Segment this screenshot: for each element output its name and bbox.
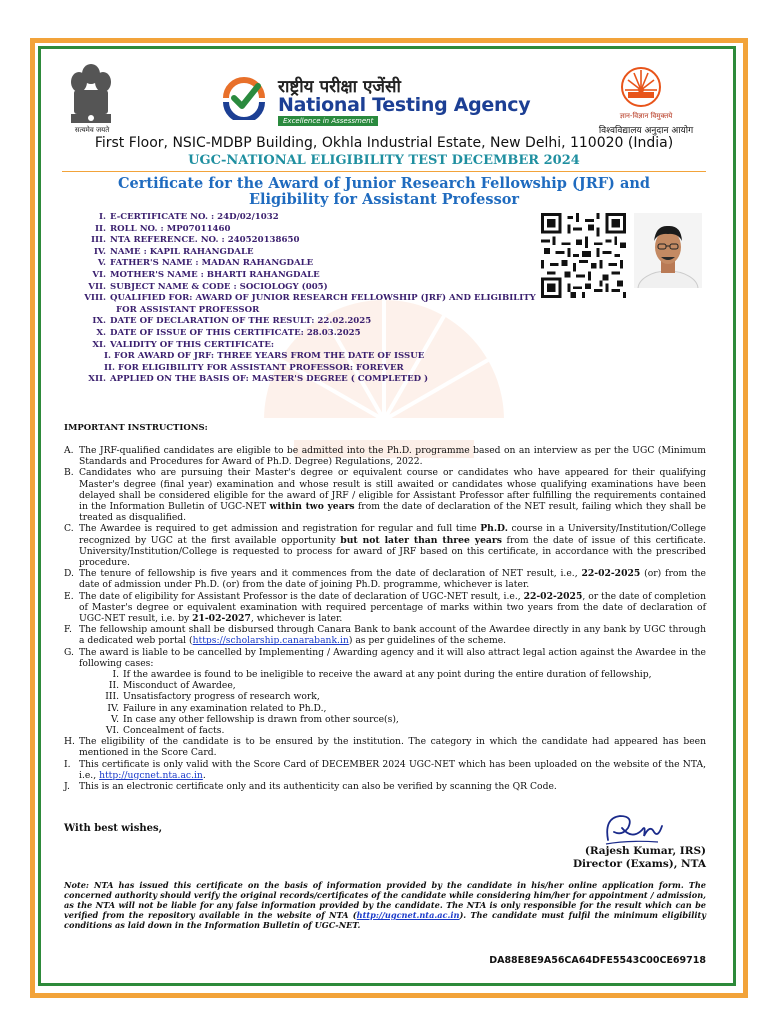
- instruction-subitem: V. In case any other fellowship is drawn from other source(s),: [111, 713, 399, 725]
- instruction-item: B. Candidates who are pursuing their Master's degree or equivalent course or candidates who have appeared for their qualifying Master's degree (final year) examination and whose result is still awaited or candidates whose qualifying examinations have been delayed shall be considered eligible for the award of JRF / eligible for Assistant Professor after fulfilling the requirements contained in the Information Bulletin of UGC-NET within two years from the date of declaration of the NET result, failing which they shall be treated as disqualified.: [64, 467, 706, 524]
- instruction-item: F. The fellowship amount shall be disbursed through Canara Bank to bank account of the Awardee directly in any bank by UGC through a dedicated web portal (https://scholarship.canarabank.in) as per guidelines of the scheme.: [64, 624, 706, 647]
- signer-block: [520, 845, 706, 871]
- nta-english-name: National Testing Agency: [278, 94, 531, 116]
- detail-row: VII. SUBJECT NAME & CODE : SOCIOLOGY (005): [88, 281, 328, 292]
- instruction-label: D.: [64, 568, 74, 580]
- instruction-subitem: IV. Failure in any examination related to Ph.D.,: [107, 702, 327, 714]
- detail-row-sub: II. FOR ELIGIBILITY FOR ASSISTANT PROFESSOR: FOREVER: [104, 362, 404, 373]
- certificate-title: [100, 176, 668, 208]
- detail-row: X. DATE OF ISSUE OF THIS CERTIFICATE: 28.03.2025: [96, 327, 361, 338]
- instruction-item: I. This certificate is only valid with the Score Card of DECEMBER 2024 UGC-NET which has been uploaded on the website of the NTA, i.e., http://ugcnet.nta.ac.in.: [64, 758, 706, 781]
- instruction-label: J.: [64, 781, 70, 793]
- detail-row-sub: I. FOR AWARD OF JRF: THREE YEARS FROM THE DATE OF ISSUE: [104, 351, 425, 362]
- instruction-subitem: III. Unsatisfactory progress of research work,: [105, 691, 320, 703]
- exam-title: UGC-NATIONAL ELIGIBILITY TEST DECEMBER 2024: [188, 153, 580, 168]
- instruction-subitem: VI. Concealment of facts.: [105, 725, 225, 737]
- instruction-label: F.: [64, 624, 72, 636]
- instruction-item: G. The award is liable to be cancelled by Implementing / Awarding agency and it will also attract legal action against the Awardee in the following cases: I. If the awardee is found to be ineligible to receive the award at any point during the entire duration of fellowship, II. Misconduct of Awardee, III. Unsatisfactory progress of research work, IV. Failure in any examination related to Ph.D., V. In case any other fellowship is drawn from other source(s), VI. Concealment of facts.: [64, 646, 706, 737]
- detail-row: IX. DATE OF DECLARATION OF THE RESULT: 22.02.2025: [92, 316, 372, 327]
- national-emblem-icon: [66, 60, 116, 136]
- signer-name: (Rajesh Kumar, IRS): [584, 845, 706, 857]
- nta-tagline: Excellence in Assessment: [278, 116, 378, 126]
- ugc-logo-icon: [620, 66, 662, 108]
- instruction-item: D. The tenure of fellowship is five years and it commences from the date of declaration of NET result, i.e., 22-02-2025 (or) from the date of admission under Ph.D. (or) from the date of joining Ph.D. programme, whichever is later.: [64, 568, 706, 591]
- certificate-title-line2: Eligibility for Assistant Professor: [248, 191, 520, 208]
- title-divider: [62, 171, 706, 172]
- instruction-label: I.: [64, 758, 71, 770]
- nta-address: First Floor, NSIC-MDBP Building, Okhla Industrial Estate, New Delhi, 110020 (India): [94, 135, 674, 151]
- detail-row: XII. APPLIED ON THE BASIS OF: MASTER'S DEGREE ( COMPLETED ): [88, 374, 429, 385]
- best-wishes: With best wishes,: [64, 823, 163, 834]
- signer-title: Director (Exams), NTA: [572, 858, 706, 870]
- certificate-title-line1: Certificate for the Award of Junior Research Fellowship (JRF) and: [117, 175, 651, 192]
- detail-row: II. ROLL NO. : MP07011460: [94, 223, 231, 234]
- instruction-label: H.: [64, 736, 75, 748]
- instruction-subitem: I. If the awardee is found to be ineligible to receive the award at any point during the entire duration of fellowship,: [112, 669, 652, 681]
- nta-logo-icon: [220, 72, 268, 120]
- instruction-item: E. The date of eligibility for Assistant Professor is the date of declaration of UGC-NET result, i.e., 22-02-2025, or the date of completion of Master's degree or equivalent examination with required percentage of marks within two years from the date of declaration of UGC-NET result, i.e. by 21-02-2027, whichever is later.: [64, 590, 706, 625]
- nta-website-link[interactable]: http://ugcnet.nta.ac.in: [356, 910, 460, 920]
- disclaimer-note: Note: NTA has issued this certificate on the basis of information provided by the candidate in his/her online application form. The concerned authority should verify the original records/certificates of the candidate while considering him/her for appointment / admission, as the NTA will not be liable for any false information provided by the candidate. The NTA is only responsible for the result which can be verified from the repository available in the website of NTA (http://ugcnet.nta.ac.in). The candidate must fulfil the minimum eligibility conditions as laid down in the Information Bulletin of UGC-NET.: [64, 880, 707, 930]
- instruction-item: C. The Awardee is required to get admission and registration for regular and full time Ph.D. course in a University/Institution/College recognized by UGC at the first available opportunity but not later than three years from the date of issue of this certificate. University/Institution/College is requested to process for award of JRF based on this certificate, in accordance with the prescribed procedure.: [64, 523, 706, 569]
- detail-row: VI. MOTHER'S NAME : BHARTI RAHANGDALE: [92, 269, 320, 280]
- candidate-photo: [634, 213, 702, 288]
- instruction-label: C.: [64, 523, 74, 535]
- detail-row: VIII. QUALIFIED FOR: AWARD OF JUNIOR RESEARCH FELLOWSHIP (JRF) AND ELIGIBILITY: [84, 293, 536, 304]
- instruction-label: B.: [64, 467, 74, 479]
- instructions-list: [64, 445, 706, 792]
- instruction-label: A.: [64, 445, 74, 456]
- instructions-heading: IMPORTANT INSTRUCTIONS:: [64, 423, 208, 433]
- ugc-motto: ज्ञान-विज्ञान विमुक्तये: [619, 112, 673, 120]
- detail-row: I. E-CERTIFICATE NO. : 24D/02/1032: [98, 212, 279, 222]
- instruction-item: H. The eligibility of the candidate is to be ensured by the institution. The category in which the candidate had appeared has been mentioned in the Score Card.: [64, 736, 706, 759]
- detail-row: XI. VALIDITY OF THIS CERTIFICATE:: [92, 339, 275, 350]
- ugcnet-website-link[interactable]: http://ugcnet.nta.ac.in: [99, 769, 203, 781]
- ugc-hindi-name: विश्वविद्यालय अनुदान आयोग: [598, 126, 694, 136]
- canara-scholarship-link[interactable]: https://scholarship.canarabank.in: [192, 635, 349, 647]
- instruction-item: J. This is an electronic certificate only and its authenticity can also be verified by scanning the QR Code.: [64, 781, 557, 793]
- nta-hindi-name: राष्ट्रीय परीक्षा एजेंसी: [278, 77, 401, 97]
- instruction-label: E.: [64, 590, 74, 602]
- director-signature: [598, 810, 668, 850]
- detail-row: IV. NAME : KAPIL RAHANGDALE: [93, 246, 254, 257]
- certificate-hash: DA88E8E9A56CA64DFE5543C00CE69718: [489, 955, 706, 966]
- detail-row: FOR ASSISTANT PROFESSOR: [116, 304, 260, 315]
- instruction-item: A. The JRF-qualified candidates are eligible to be admitted into the Ph.D. programme based on an interview as per the UGC (Minimum Standards and Procedures for Award of Ph.D. Degree) Regulations, 2022.: [64, 445, 706, 468]
- candidate-details: [60, 212, 560, 386]
- qr-code-icon[interactable]: [541, 213, 626, 298]
- emblem-caption: सत्यमेव जयते: [74, 126, 110, 134]
- instruction-label: G.: [64, 646, 74, 658]
- detail-row: III. NTA REFERENCE. NO. : 240520138650: [90, 235, 300, 246]
- detail-row: V. FATHER'S NAME : MADAN RAHANGDALE: [97, 258, 314, 269]
- instruction-subitem: II. Misconduct of Awardee,: [108, 680, 236, 692]
